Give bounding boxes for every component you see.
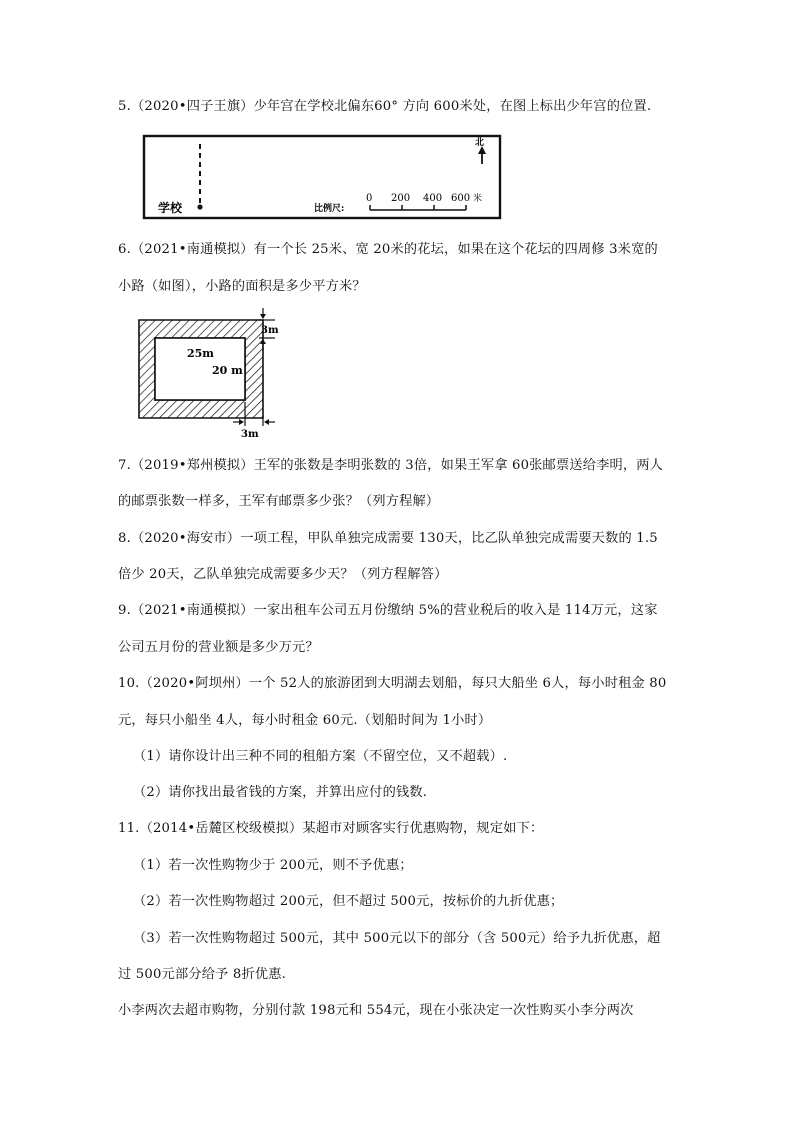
school-dot — [197, 204, 202, 209]
q11-text-line1: 11.（2014•岳麓区校级模拟）某超市对顾客实行优惠购物，规定如下： — [118, 821, 544, 836]
q11-sub3-cont: 过 500元部分给予 8折优惠. — [118, 967, 287, 982]
q6-text-line2: 小路（如图），小路的面积是多少平方米？ — [118, 279, 366, 294]
scale-tick-0: 0 — [366, 193, 373, 204]
scale-tick-400: 400 — [423, 193, 443, 204]
scale-bar — [370, 205, 466, 210]
q11-sub3: （3）若一次性购物超过 500元，其中 500元以下的部分（含 500元）给予九折优惠，超 — [133, 931, 661, 946]
scale-tick-200: 200 — [391, 193, 411, 204]
school-label: 学校 — [158, 201, 183, 215]
q8-text-line2: 倍少 20天，乙队单独完成需要多少天？（列方程解答） — [118, 567, 448, 582]
width-label: 20 m — [212, 364, 243, 377]
q7-text-line2: 的邮票张数一样多，王军有邮票多少张？（列方程解） — [118, 494, 440, 509]
q9-text-line2: 公司五月份的营业额是多少万元？ — [118, 640, 319, 655]
q10-sub2: （2）请你找出最省钱的方案，并算出应付的钱数. — [133, 785, 428, 800]
scale-unit: 米 — [473, 194, 483, 204]
q8-text-line1: 8.（2020•海安市）一项工程，甲队单独完成需要 130天，比乙队单独完成需要天数的 1.5 — [118, 531, 658, 546]
north-arrow-icon — [478, 146, 486, 164]
q5-text: 5.（2020•四子王旗）少年宫在学校北偏东60° 方向 600米处，在图上标出少年宫的位置. — [118, 99, 652, 114]
top-width-label: 3m — [261, 325, 279, 336]
scale-tick-600: 600 — [451, 193, 471, 204]
north-label: 北 — [475, 138, 485, 148]
length-label: 25m — [187, 347, 214, 360]
q10-text-line1: 10.（2020•阿坝州）一个 52人的旅游团到大明湖去划船，每只大船坐 6人，每小时租金 80 — [118, 676, 667, 691]
q5-figure — [140, 130, 502, 222]
q10-text-line2: 元，每只小船坐 4人，每小时租金 60元.（划船时间为 1小时） — [118, 713, 492, 728]
q11-sub2: （2）若一次性购物超过 200元，但不超过 500元，按标价的九折优惠； — [133, 894, 564, 909]
q7-text-line1: 7.（2019•郑州模拟）王军的张数是李明张数的 3倍，如果王军拿 60张邮票送给李明，两人 — [118, 458, 664, 473]
scale-label: 比例尺: — [314, 204, 345, 214]
q9-text-line1: 9.（2021•南通模拟）一家出租车公司五月份缴纳 5%的营业税后的收入是 114万元，这家 — [118, 603, 658, 618]
q11-sub1: （1）若一次性购物少于 200元，则不予优惠； — [133, 858, 413, 873]
q10-sub1: （1）请你设计出三种不同的租船方案（不留空位，又不超载）. — [133, 749, 508, 764]
q6-figure — [135, 306, 285, 440]
q11-text-last: 小李两次去超市购物，分别付款 198元和 554元，现在小张决定一次性购买小李分两次 — [118, 1003, 634, 1018]
bottom-width-label: 3m — [241, 429, 259, 440]
q6-text-line1: 6.（2021•南通模拟）有一个长 25米、宽 20米的花坛，如果在这个花坛的四周修 3米宽的 — [118, 242, 658, 257]
